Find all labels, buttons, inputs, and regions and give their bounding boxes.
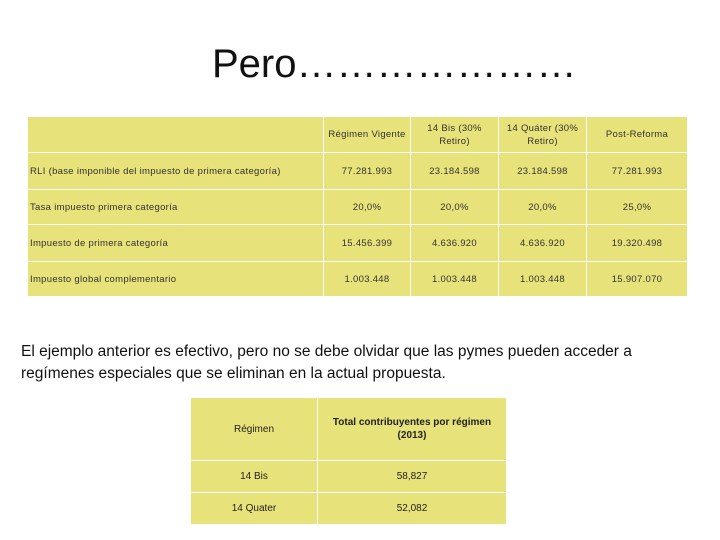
table-cell: 58,827 [318,461,507,493]
contribuyentes-table [190,397,507,525]
table-cell: 20,0% [411,190,499,225]
table-cell: 19.320.498 [587,225,688,262]
table-cell: 1.003.448 [324,262,411,297]
header-total-contribuyentes: Total contribuyentes por régimen (2013) [318,398,507,461]
body-paragraph: El ejemplo anterior es efectivo, pero no se debe olvidar que las pymes pueden acceder a regímenes especiales que se eliminan en la actual propuesta. [21,343,632,382]
table-row [28,190,688,225]
slide-title: Pero………………… [212,42,577,86]
table-cell: 15.456.399 [324,225,411,262]
table-cell: 52,082 [318,493,507,525]
table-row [191,493,507,525]
table-cell: 20,0% [324,190,411,225]
header-corner-cell [28,117,324,153]
table-cell: 4.636.920 [411,225,499,262]
header-14-bis: 14 Bis (30% Retiro) [411,117,499,153]
table-header-row [191,398,507,461]
table-cell: 1.003.448 [499,262,587,297]
row-label: Tasa impuesto primera categoría [28,190,324,225]
header-post-reforma: Post-Reforma [587,117,688,153]
header-regimen-vigente: Régimen Vigente [324,117,411,153]
table-header-row [28,117,688,153]
table-cell: 4.636.920 [499,225,587,262]
table-row [28,262,688,297]
table-cell: 25,0% [587,190,688,225]
table-cell: 15.907.070 [587,262,688,297]
table-cell: 20,0% [499,190,587,225]
header-regimen: Régimen [191,398,318,461]
row-label: Impuesto de primera categoría [28,225,324,262]
table-row [191,461,507,493]
table-cell: 77.281.993 [324,153,411,190]
header-14-quater: 14 Quáter (30% Retiro) [499,117,587,153]
row-label: Impuesto global complementario [28,262,324,297]
table-cell: 14 Quater [191,493,318,525]
table-cell: 1.003.448 [411,262,499,297]
comparison-table [27,116,688,297]
table-row [28,153,688,190]
table-cell: 77.281.993 [587,153,688,190]
table-row [28,225,688,262]
row-label: RLI (base imponible del impuesto de primera categoría) [28,153,324,190]
table-cell: 23.184.598 [499,153,587,190]
table-cell: 23.184.598 [411,153,499,190]
table-cell: 14 Bis [191,461,318,493]
